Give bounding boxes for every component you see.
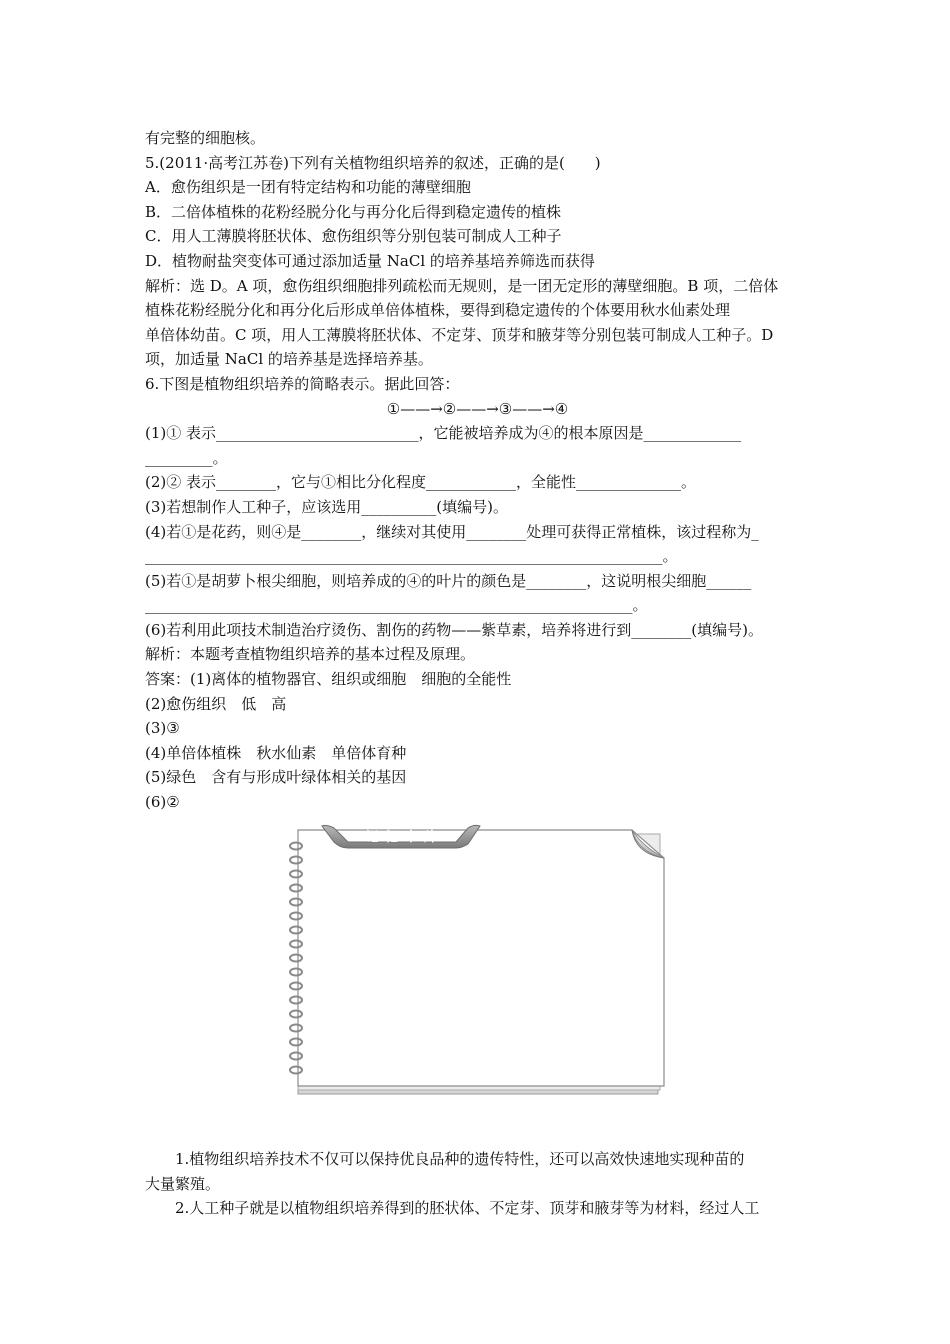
text-line: 有完整的细胞核。 (145, 129, 266, 147)
question-line: (1)① 表示___________________________，它能被培养成为④的根本原因是_____________ (145, 424, 742, 443)
memory-card-notes (145, 1147, 810, 1221)
option-c: C．用人工薄膜将胚状体、愈伤组织等分别包装可制成人工种子 (145, 227, 562, 246)
answer-line: 答案：(1)离体的植物器官、组织或细胞 细胞的全能性 (145, 670, 512, 689)
question-6-stem: 6.下图是植物组织培养的简略表示。据此回答： (145, 374, 460, 393)
memory-card-graphic (286, 824, 670, 1096)
answer-line: (4)单倍体植株 秋水仙素 单倍体育种 (145, 743, 407, 762)
question-line: (5)若①是胡萝卜根尖细胞，则培养成的④的叶片的颜色是________，这说明根尖细胞______ (145, 571, 752, 590)
answer-line: (5)绿色 含有与形成叶绿体相关的基因 (145, 768, 407, 787)
note-line: 1.植物组织培养技术不仅可以保持优良品种的遗传特性，还可以高效快速地实现种苗的 (175, 1150, 745, 1168)
question-line: (6)若利用此项技术制造治疗烫伤、割伤的药物——紫草素，培养将进行到________(填编号)。 (145, 620, 763, 639)
note-line: 大量繁殖。 (145, 1174, 221, 1193)
question-line: _________________________________________________________________。 (145, 596, 648, 615)
question-5-stem: 5.(2011·高考江苏卷)下列有关植物组织培养的叙述，正确的是( ) (145, 153, 601, 172)
answer-line: (2)愈伤组织 低 高 (145, 694, 287, 713)
answer-line: (3)③ (145, 719, 180, 738)
process-diagram: ①——→②——→③——→④ (386, 399, 569, 418)
analysis-line: 解析：本题考查植物组织培养的基本过程及原理。 (145, 645, 476, 664)
answer-line: (6)② (145, 793, 180, 812)
option-a: A．愈伤组织是一团有特定结构和功能的薄壁细胞 (145, 178, 471, 197)
question-line: (3)若想制作人工种子，应该选用__________(填编号)。 (145, 497, 508, 516)
analysis-line: 解析：选 D。A 项，愈伤组织细胞排列疏松而无规则，是一团无定形的薄壁细胞。B 项，二倍体 (145, 276, 779, 295)
option-b: B．二倍体植株的花粉经脱分化与再分化后得到稳定遗传的植株 (145, 202, 562, 221)
analysis-line: 项，加适量 NaCl 的培养基是选择培养基。 (145, 350, 433, 369)
analysis-line: 植株花粉经脱分化和再分化后形成单倍体植株，要得到稳定遗传的个体要用秋水仙素处理 (145, 301, 731, 320)
question-line: _________。 (145, 448, 228, 467)
question-line: _____________________________________________________________________。 (145, 547, 678, 566)
question-line: (2)② 表示________，它与①相比分化程度____________，全能性______________。 (145, 473, 697, 492)
note-line: 2.人工种子就是以植物组织培养得到的胚状体、不定芽、顶芽和腋芽等为材料，经过人工 (175, 1199, 760, 1218)
analysis-line: 单倍体幼苗。C 项，用人工薄膜将胚状体、不定芽、顶芽和腋芽等分别包装可制成人工种子。D (145, 325, 774, 344)
memory-card (286, 824, 670, 1096)
main-text (145, 126, 810, 815)
option-d: D．植物耐盐突变体可通过添加适量 NaCl 的培养基培养筛选而获得 (145, 251, 595, 270)
memory-card-title: 记 忆 卡 片 (365, 830, 439, 845)
question-line: (4)若①是花药，则④是________，继续对其使用________处理可获得正常植株，该过程称为_ (145, 522, 759, 541)
